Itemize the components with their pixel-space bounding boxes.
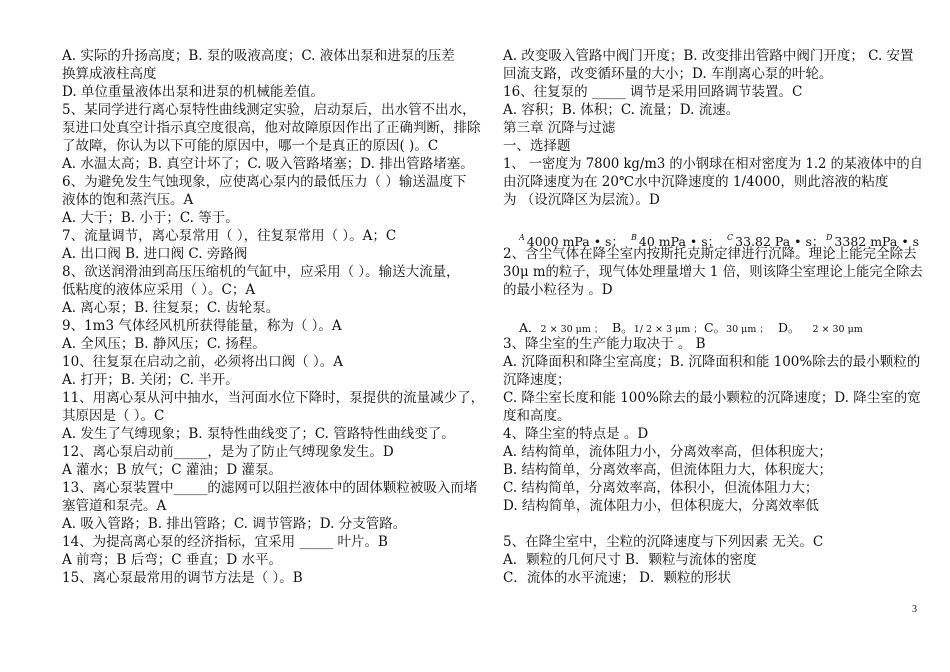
text-line: 15、离心泵最常用的调节方法是（ ）。B: [62, 570, 303, 586]
text-line: 9、1m3 气体经风机所获得能量，称为（ ）。A: [62, 318, 342, 334]
q2-option-d: D。 2 × 30 μm: [778, 320, 863, 335]
text-line: D. 单位重量液体出泵和进泵的机械能差值。: [62, 84, 324, 100]
text-line: 第三章 沉降与过滤: [503, 120, 616, 136]
text-line: 了故障，你认为以下可能的原因中，哪一个是真正的原因( )。C: [62, 138, 439, 154]
text-line: 16、往复泵的 _____ 调节是采用回路调节装置。C: [503, 84, 803, 100]
q1-option-c: $^C$ 33.82 Pa • s；: [727, 233, 825, 249]
text-line: 10、往复泵在启动之前，必须将出口阀（ ）。A: [62, 354, 343, 370]
text-line: A. 实际的升扬高度；B. 泵的吸液高度；C. 液体出泵和进泵的压差: [62, 48, 455, 64]
text-line: 11、用离心泵从河中抽水，当河面水位下降时，泵提供的流量减少了，: [62, 390, 485, 406]
text-line: A. 改变吸入管路中阀门开度；B. 改变排出管路中阀门开度； C. 安置: [503, 48, 914, 64]
text-line: B. 结构简单，分离效率高，但流体阻力大，体积庞大；: [503, 462, 833, 478]
text-line: 5、某同学进行离心泵特性曲线测定实验，启动泵后，出水管不出水，: [62, 102, 476, 118]
text-line: A. 出口阀 B. 进口阀 C. 旁路阀: [62, 246, 248, 262]
text-line: 7、流量调节，离心泵常用（ ），往复泵常用（ ）。A；C: [62, 228, 397, 244]
text-line: 12、离心泵启动前_____，是为了防止气缚现象发生。D: [62, 444, 394, 460]
text-line: 低粘度的液体应采用（ ）。C；A: [62, 282, 256, 298]
text-line: 3、降尘室的生产能力取决于 。 B: [503, 336, 706, 352]
text-line: 塞管道和泵壳。A: [62, 498, 167, 514]
text-line: 4、降尘室的特点是 。D: [503, 426, 649, 442]
page-number: 3: [912, 604, 917, 615]
text-line: 由沉降速度为在 20℃水中沉降速度的 1/4000，则此溶液的粘度: [503, 174, 889, 190]
text-line: A 灌水；B 放气；C 灌油；D 灌泵。: [62, 462, 282, 478]
text-line: 沉降速度；: [503, 372, 571, 388]
text-line: A. 水温太高；B. 真空计坏了；C. 吸入管路堵塞；D. 排出管路堵塞。: [62, 156, 474, 172]
text-line: A. 结构简单，流体阻力小，分离效率高，但体积庞大；: [503, 444, 832, 460]
text-line: C. 结构简单，分离效率高，体积小，但流体阻力大；: [503, 480, 819, 496]
text-line: A. 吸入管路；B. 排出管路；C. 调节管路；D. 分支管路。: [62, 516, 407, 532]
text-line: 液体的饱和蒸汽压。A: [62, 192, 194, 208]
text-line: 6、为避免发生气蚀现象，应使离心泵内的最低压力（ ）输送温度下: [62, 174, 467, 190]
text-line: A. 全风压；B. 静风压；C. 扬程。: [62, 336, 266, 352]
text-line: 回流支路，改变循环量的大小；D. 车削离心泵的叶轮。: [503, 66, 833, 82]
text-line: 8、欲送润滑油到高压压缩机的气缸中，应采用（ ）。输送大流量，: [62, 264, 460, 280]
text-line: A. 打开；B. 关闭；C. 半开。: [62, 372, 239, 388]
q1-option-b: $^B$ 40 mPa • s；: [631, 233, 721, 249]
text-line: 度和高度。: [503, 408, 571, 424]
text-line: D. 结构简单，流体阻力小，但体积庞大，分离效率低: [503, 498, 819, 514]
text-line: 换算成液柱高度: [62, 66, 157, 82]
text-line: 30μ m的粒子，现气体处理量增大 1 倍，则该降尘室理论上能完全除去: [503, 264, 923, 280]
text-line: A 前弯；B 后弯；C 垂直；D 水平。: [62, 552, 282, 568]
q1-option-d: $^D$ 3382 mPa • s: [826, 233, 920, 249]
q2-option-c: C。30 μm ；: [704, 320, 769, 335]
text-line: A. 容积；B. 体积；C. 流量；D. 流速。: [503, 102, 740, 118]
q2-option-a: A．2 × 30 μm ；: [519, 320, 604, 335]
text-line: 13、离心泵装置中_____的滤网可以阻拦液体中的固体颗粒被吸入而堵: [62, 480, 478, 496]
text-line: A. 离心泵；B. 往复泵；C. 齿轮泵。: [62, 300, 280, 316]
text-line: A. 发生了气缚现象；B. 泵特性曲线变了；C. 管路特性曲线变了。: [62, 426, 455, 442]
q2-option-b: B。1/ 2 × 3 μm ；: [612, 320, 703, 335]
text-line: C．流体的水平流速； D．颗粒的形状: [503, 570, 731, 586]
text-line: 其原因是（ ）。C: [62, 408, 165, 424]
text-line: C. 降尘室长度和能 100%除去的最小颗粒的沉降速度；D. 降尘室的宽: [503, 390, 921, 406]
text-line: 一、选择题: [503, 138, 571, 154]
text-line: A．颗粒的几何尺寸 B．颗粒与流体的密度: [503, 552, 757, 568]
q1-option-a: $^A$ 4000 mPa • s；: [519, 233, 624, 249]
text-line: A. 大于；B. 小于；C. 等于。: [62, 210, 239, 226]
text-line: 1、 一密度为 7800 kg/m3 的小钢球在相对密度为 1.2 的某液体中的自: [503, 156, 923, 172]
text-line: 5、在降尘室中，尘粒的沉降速度与下列因素 无关。C: [503, 534, 824, 550]
text-line: 14、为提高离心泵的经济指标，宜采用 _____ 叶片。B: [62, 534, 388, 550]
text-line: A. 沉降面积和降尘室高度；B. 沉降面积和能 100%除去的最小颗粒的: [503, 354, 921, 370]
text-line: 为 （设沉降区为层流）。D: [503, 192, 660, 208]
text-line: 泵进口处真空计指示真空度很高，他对故障原因作出了正确判断，排除: [62, 120, 481, 136]
text-line: 2、含尘气体在降尘室内按斯托克斯定律进行沉降。理论上能完全除去: [503, 246, 917, 262]
text-line: 的最小粒径为 。D: [503, 282, 613, 298]
